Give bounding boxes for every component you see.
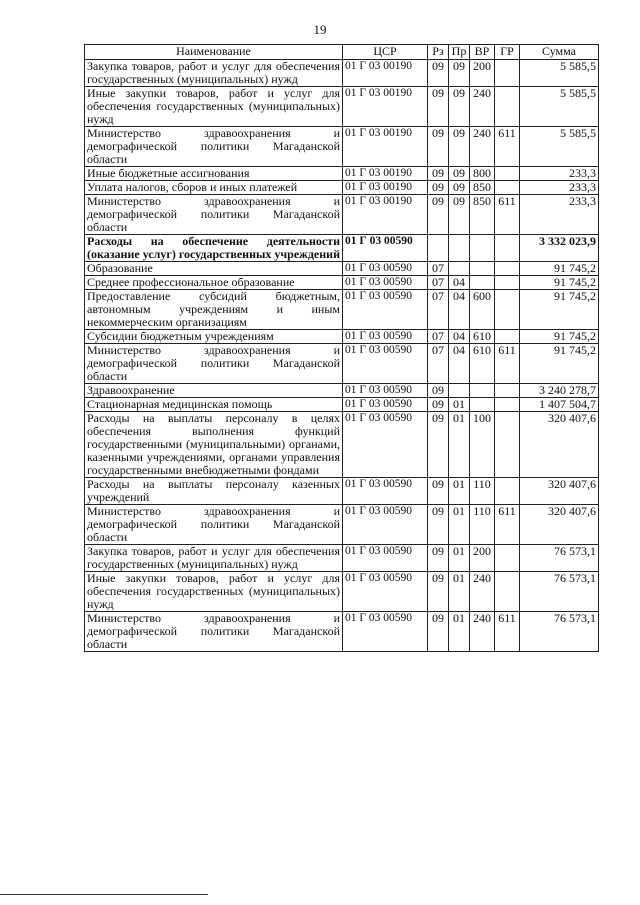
row-sum-cell: 76 573,1	[520, 612, 599, 652]
row-rz-cell: 09	[428, 181, 449, 195]
row-csr-cell: 01 Г 03 00590	[343, 384, 428, 398]
row-vr-cell: 110	[470, 505, 495, 545]
row-sum-cell: 5 585,5	[520, 127, 599, 167]
row-name-cell: Иные закупки товаров, работ и услуг для обеспечения государственных (муниципальных) нужд	[85, 572, 343, 612]
row-name-cell: Образование	[85, 262, 343, 276]
row-pr-cell: 04	[449, 330, 470, 344]
row-rz-cell	[428, 235, 449, 262]
table-row	[85, 276, 599, 290]
row-gr-cell	[495, 60, 520, 87]
header-pr: Пр	[449, 45, 470, 60]
row-gr-cell	[495, 181, 520, 195]
header-csr: ЦСР	[343, 45, 428, 60]
row-name-cell: Субсидии бюджетным учреждениям	[85, 330, 343, 344]
row-csr-cell: 01 Г 03 00590	[343, 612, 428, 652]
row-csr-cell: 01 Г 03 00590	[343, 505, 428, 545]
row-gr-cell: 611	[495, 127, 520, 167]
row-rz-cell: 09	[428, 412, 449, 478]
row-name-cell: Расходы на выплаты персоналу в целях обеспечения выполнения функций государственными (муниципальными) органами, казенными учреждениями, органами управления государственными внебюджетными фондами	[85, 412, 343, 478]
row-csr-cell: 01 Г 03 00590	[343, 412, 428, 478]
row-csr-cell: 01 Г 03 00590	[343, 330, 428, 344]
table-row	[85, 87, 599, 127]
row-sum-cell: 320 407,6	[520, 478, 599, 505]
table-row	[85, 181, 599, 195]
row-vr-cell: 240	[470, 127, 495, 167]
row-gr-cell	[495, 412, 520, 478]
row-vr-cell: 200	[470, 545, 495, 572]
row-rz-cell: 07	[428, 344, 449, 384]
row-rz-cell: 09	[428, 195, 449, 235]
table-row	[85, 330, 599, 344]
row-csr-cell: 01 Г 03 00590	[343, 235, 428, 262]
row-csr-cell: 01 Г 03 00190	[343, 87, 428, 127]
row-sum-cell: 233,3	[520, 195, 599, 235]
row-rz-cell: 07	[428, 276, 449, 290]
row-vr-cell: 200	[470, 60, 495, 87]
row-gr-cell	[495, 398, 520, 412]
row-pr-cell: 01	[449, 612, 470, 652]
row-rz-cell: 09	[428, 545, 449, 572]
row-pr-cell: 01	[449, 412, 470, 478]
row-vr-cell	[470, 262, 495, 276]
row-csr-cell: 01 Г 03 00190	[343, 167, 428, 181]
row-pr-cell: 01	[449, 545, 470, 572]
row-sum-cell: 233,3	[520, 181, 599, 195]
row-name-cell: Министерство здравоохранения и демографической политики Магаданской области	[85, 127, 343, 167]
table-row	[85, 412, 599, 478]
table-row	[85, 235, 599, 262]
row-vr-cell: 240	[470, 572, 495, 612]
row-pr-cell	[449, 262, 470, 276]
row-sum-cell: 5 585,5	[520, 60, 599, 87]
row-csr-cell: 01 Г 03 00190	[343, 181, 428, 195]
row-sum-cell: 91 745,2	[520, 344, 599, 384]
row-csr-cell: 01 Г 03 00190	[343, 60, 428, 87]
row-pr-cell	[449, 384, 470, 398]
table-row	[85, 505, 599, 545]
row-sum-cell: 91 745,2	[520, 290, 599, 330]
row-rz-cell: 07	[428, 330, 449, 344]
row-gr-cell	[495, 478, 520, 505]
row-name-cell: Министерство здравоохранения и демографической политики Магаданской области	[85, 505, 343, 545]
row-rz-cell: 09	[428, 87, 449, 127]
row-gr-cell: 611	[495, 612, 520, 652]
row-pr-cell: 09	[449, 127, 470, 167]
row-gr-cell	[495, 87, 520, 127]
row-rz-cell: 09	[428, 384, 449, 398]
row-vr-cell: 610	[470, 330, 495, 344]
row-name-cell: Расходы на выплаты персоналу казенных учреждений	[85, 478, 343, 505]
row-pr-cell: 01	[449, 398, 470, 412]
row-sum-cell: 3 240 278,7	[520, 384, 599, 398]
row-gr-cell: 611	[495, 195, 520, 235]
row-sum-cell: 320 407,6	[520, 505, 599, 545]
table-row	[85, 290, 599, 330]
row-rz-cell: 09	[428, 60, 449, 87]
row-rz-cell: 07	[428, 290, 449, 330]
row-sum-cell: 1 407 504,7	[520, 398, 599, 412]
row-csr-cell: 01 Г 03 00190	[343, 195, 428, 235]
row-rz-cell: 09	[428, 612, 449, 652]
row-vr-cell: 240	[470, 87, 495, 127]
row-gr-cell	[495, 384, 520, 398]
table-row	[85, 195, 599, 235]
row-rz-cell: 09	[428, 398, 449, 412]
row-name-cell: Уплата налогов, сборов и иных платежей	[85, 181, 343, 195]
row-gr-cell	[495, 572, 520, 612]
row-sum-cell: 91 745,2	[520, 276, 599, 290]
table-row	[85, 167, 599, 181]
row-vr-cell: 240	[470, 612, 495, 652]
table-row	[85, 60, 599, 87]
header-rz: Рз	[428, 45, 449, 60]
table-row	[85, 478, 599, 505]
row-gr-cell	[495, 290, 520, 330]
row-gr-cell	[495, 276, 520, 290]
table-row	[85, 545, 599, 572]
header-sum: Сумма	[520, 45, 599, 60]
row-pr-cell: 09	[449, 87, 470, 127]
table-header-row	[85, 45, 599, 60]
row-rz-cell: 09	[428, 127, 449, 167]
row-vr-cell: 850	[470, 181, 495, 195]
row-rz-cell: 09	[428, 478, 449, 505]
row-vr-cell: 610	[470, 344, 495, 384]
row-sum-cell: 91 745,2	[520, 262, 599, 276]
row-pr-cell: 04	[449, 344, 470, 384]
table-row	[85, 612, 599, 652]
row-csr-cell: 01 Г 03 00590	[343, 344, 428, 384]
row-csr-cell: 01 Г 03 00590	[343, 398, 428, 412]
row-csr-cell: 01 Г 03 00190	[343, 127, 428, 167]
table-row	[85, 344, 599, 384]
row-pr-cell: 09	[449, 195, 470, 235]
row-csr-cell: 01 Г 03 00590	[343, 572, 428, 612]
row-pr-cell: 09	[449, 181, 470, 195]
row-sum-cell: 3 332 023,9	[520, 235, 599, 262]
row-sum-cell: 76 573,1	[520, 572, 599, 612]
table-body	[85, 60, 599, 652]
header-vr: ВР	[470, 45, 495, 60]
footnote-divider	[0, 894, 208, 895]
row-gr-cell	[495, 262, 520, 276]
row-name-cell: Министерство здравоохранения и демографической политики Магаданской области	[85, 612, 343, 652]
row-csr-cell: 01 Г 03 00590	[343, 262, 428, 276]
row-pr-cell: 01	[449, 478, 470, 505]
row-name-cell: Закупка товаров, работ и услуг для обеспечения государственных (муниципальных) нужд	[85, 545, 343, 572]
row-csr-cell: 01 Г 03 00590	[343, 545, 428, 572]
row-pr-cell: 01	[449, 572, 470, 612]
row-name-cell: Предоставление субсидий бюджетным, автономным учреждениям и иным некоммерческим организациям	[85, 290, 343, 330]
row-csr-cell: 01 Г 03 00590	[343, 478, 428, 505]
row-rz-cell: 07	[428, 262, 449, 276]
row-sum-cell: 233,3	[520, 167, 599, 181]
row-name-cell: Расходы на обеспечение деятельности (оказание услуг) государственных учреждений	[85, 235, 343, 262]
table-row	[85, 127, 599, 167]
row-pr-cell: 09	[449, 60, 470, 87]
row-rz-cell: 09	[428, 167, 449, 181]
row-pr-cell: 04	[449, 276, 470, 290]
row-pr-cell: 09	[449, 167, 470, 181]
page-number: 19	[313, 22, 327, 37]
row-name-cell: Иные закупки товаров, работ и услуг для обеспечения государственных (муниципальных) нужд	[85, 87, 343, 127]
table-row	[85, 572, 599, 612]
row-sum-cell: 5 585,5	[520, 87, 599, 127]
header-name: Наименование	[85, 45, 343, 60]
row-sum-cell: 320 407,6	[520, 412, 599, 478]
row-gr-cell	[495, 545, 520, 572]
row-vr-cell: 850	[470, 195, 495, 235]
row-pr-cell: 01	[449, 505, 470, 545]
row-sum-cell: 91 745,2	[520, 330, 599, 344]
table-row	[85, 384, 599, 398]
row-csr-cell: 01 Г 03 00590	[343, 276, 428, 290]
row-gr-cell: 611	[495, 344, 520, 384]
row-vr-cell: 800	[470, 167, 495, 181]
row-name-cell: Среднее профессиональное образование	[85, 276, 343, 290]
row-vr-cell: 100	[470, 412, 495, 478]
header-gr: ГР	[495, 45, 520, 60]
row-vr-cell: 600	[470, 290, 495, 330]
row-name-cell: Стационарная медицинская помощь	[85, 398, 343, 412]
row-name-cell: Министерство здравоохранения и демографической политики Магаданской области	[85, 344, 343, 384]
row-gr-cell	[495, 235, 520, 262]
row-vr-cell	[470, 276, 495, 290]
row-csr-cell: 01 Г 03 00590	[343, 290, 428, 330]
row-gr-cell	[495, 330, 520, 344]
row-vr-cell	[470, 235, 495, 262]
row-pr-cell: 04	[449, 290, 470, 330]
row-vr-cell	[470, 398, 495, 412]
row-vr-cell: 110	[470, 478, 495, 505]
row-name-cell: Иные бюджетные ассигнования	[85, 167, 343, 181]
row-name-cell: Министерство здравоохранения и демографической политики Магаданской области	[85, 195, 343, 235]
budget-table	[84, 44, 599, 652]
row-rz-cell: 09	[428, 572, 449, 612]
row-gr-cell	[495, 167, 520, 181]
row-rz-cell: 09	[428, 505, 449, 545]
row-pr-cell	[449, 235, 470, 262]
row-gr-cell: 611	[495, 505, 520, 545]
row-vr-cell	[470, 384, 495, 398]
row-sum-cell: 76 573,1	[520, 545, 599, 572]
table-row	[85, 398, 599, 412]
table-row	[85, 262, 599, 276]
row-name-cell: Закупка товаров, работ и услуг для обеспечения государственных (муниципальных) нужд	[85, 60, 343, 87]
row-name-cell: Здравоохранение	[85, 384, 343, 398]
